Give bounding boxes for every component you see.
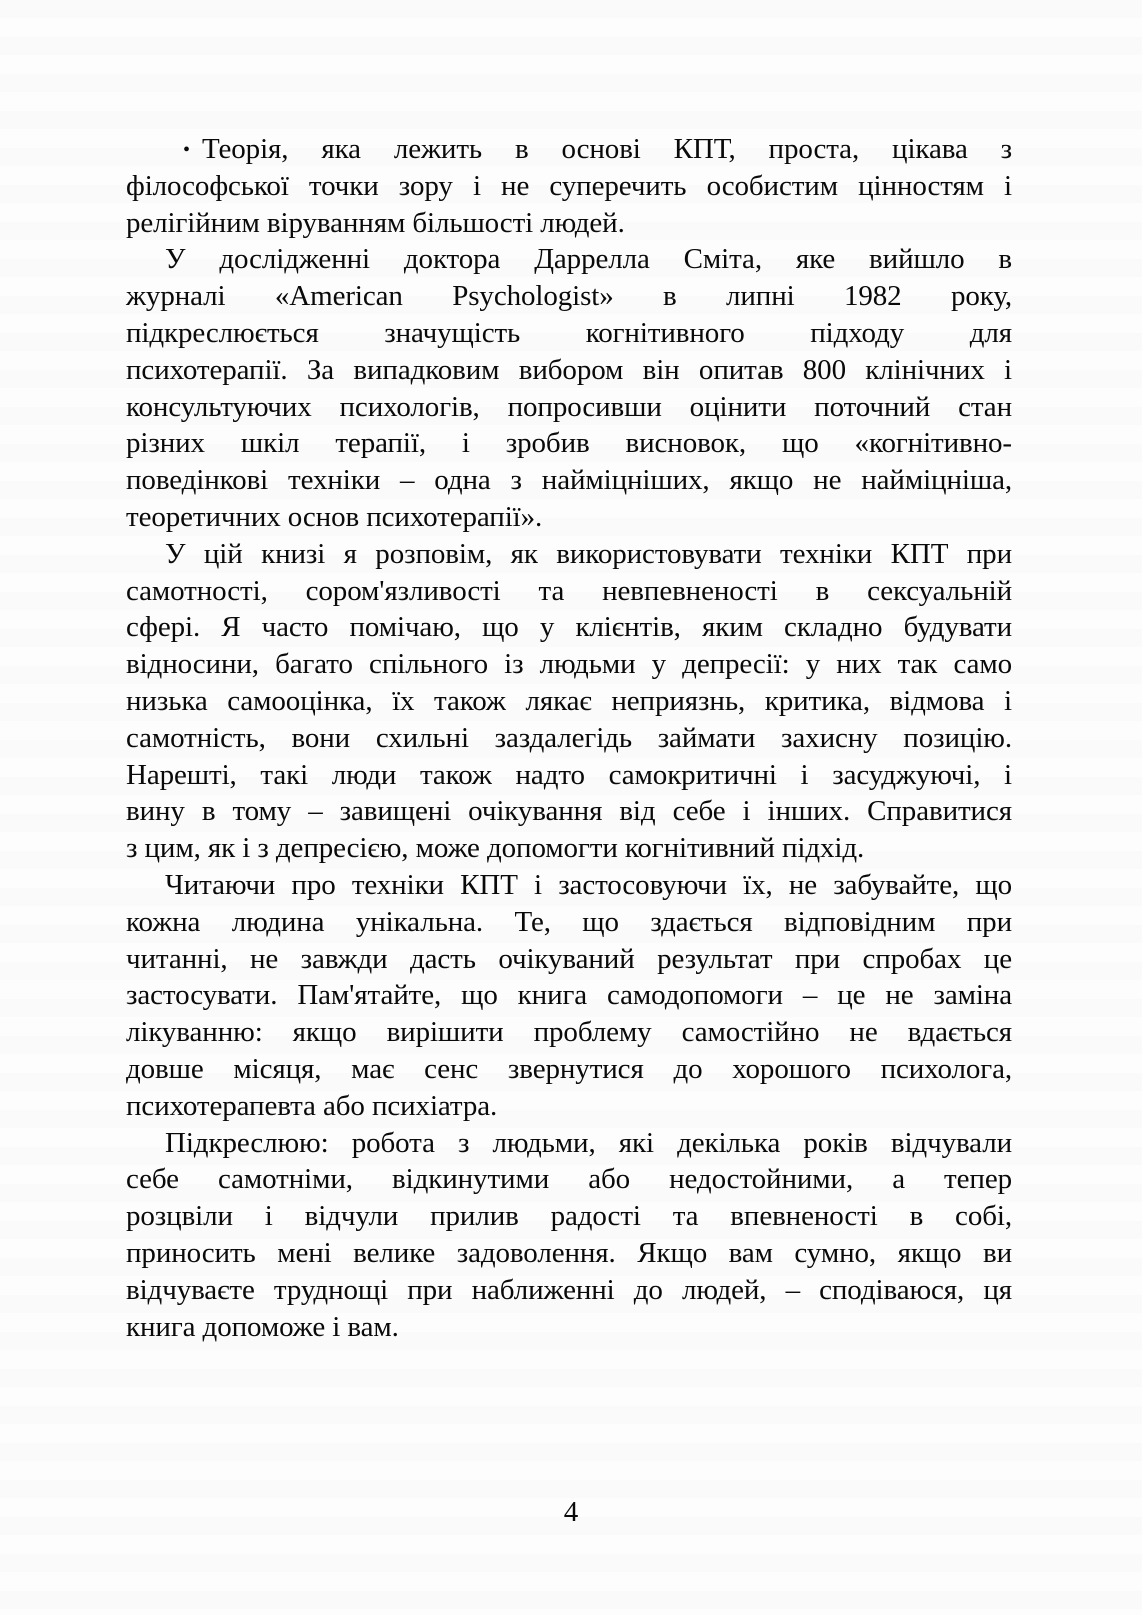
paragraph	[126, 241, 1012, 535]
text-line: Нарешті, такі люди також надто самокритичні і засуджуючі, і	[126, 758, 1012, 791]
page-number: 4	[563, 1496, 579, 1528]
text-line: з цим, як і з депресією, може допомогти когнітивний підхід.	[126, 832, 865, 865]
text-line: теоретичних основ психотерапії».	[126, 500, 543, 533]
text-line: журналі «American Psychologist» в липні 1982 року,	[126, 280, 1012, 313]
text-line: психотерапевта або психіатра.	[126, 1089, 498, 1122]
text-line: сфері. Я часто помічаю, що у клієнтів, яким складно будувати	[126, 611, 1012, 644]
text-line: поведінкові техніки – одна з найміцніших, якщо не найміцніша,	[126, 464, 1012, 497]
text-line: філософської точки зору і не суперечить особистим цінностям і	[126, 169, 1012, 202]
text-line: Підкреслюю: робота з людьми, які декілька років відчували	[165, 1126, 1012, 1159]
text-line: лікуванню: якщо вирішити проблему самостійно не вдається	[126, 1016, 1012, 1049]
text-line: застосувати. Пам'ятайте, що книга самодопомоги – це не заміна	[126, 979, 1012, 1012]
text-line: підкреслюється значущість когнітивного підходу для	[126, 316, 1012, 349]
text-line: самотності, сором'язливості та невпевненості в сексуальній	[126, 574, 1012, 607]
paragraph	[126, 536, 1012, 867]
text-line: У дослідженні доктора Даррелла Сміта, яке вийшло в	[165, 243, 1012, 276]
text-line: довше місяця, має сенс звернутися до хорошого психолога,	[126, 1052, 1012, 1085]
text-line: книга допоможе і вам.	[126, 1310, 399, 1343]
text-line: себе самотніми, відкинутими або недостойними, а тепер	[126, 1163, 1012, 1196]
text-line: Читаючи про техніки КПТ і застосовуючи їх, не забувайте, що	[165, 868, 1012, 901]
text-line: консультуючих психологів, попросивши оцінити поточний стан	[126, 390, 1012, 423]
bullet-icon: •	[183, 139, 190, 161]
text-line: самотність, вони схильні заздалегідь займати захисну позицію.	[126, 721, 1012, 754]
text-line: відносини, багато спільного із людьми у депресії: у них так само	[126, 648, 1012, 681]
page-content	[126, 131, 1012, 1345]
text-line: відчуваєте труднощі при наближенні до людей, – сподіваюся, ця	[126, 1273, 1012, 1306]
text-line: релігійним віруванням більшості людей.	[126, 206, 625, 239]
text-line: читанні, не завжди дасть очікуваний результат при спробах це	[126, 942, 1012, 975]
text-line: приносить мені велике задоволення. Якщо вам сумно, якщо ви	[126, 1236, 1012, 1269]
text-line: Теорія, яка лежить в основі КПТ, проста, цікава з	[202, 133, 1012, 165]
text-line: різних шкіл терапії, і зробив висновок, що «когнітивно-	[126, 427, 1012, 460]
text-line: вину в тому – завищені очікування від себе і інших. Справитися	[126, 795, 1012, 828]
text-line: У цій книзі я розповім, як використовувати техніки КПТ при	[165, 537, 1012, 570]
text-line: низька самооцінка, їх також лякає неприязнь, критика, відмова і	[126, 684, 1012, 717]
text-line: психотерапії. За випадковим вибором він опитав 800 клінічних і	[126, 353, 1012, 386]
text-line: розцвіли і відчули прилив радості та впевненості в собі,	[126, 1200, 1012, 1233]
text-line: кожна людина унікальна. Те, що здається відповідним при	[126, 905, 1012, 938]
paragraph	[126, 867, 1012, 1125]
paragraph	[126, 1125, 1012, 1346]
paragraph-bulleted	[126, 131, 1012, 241]
